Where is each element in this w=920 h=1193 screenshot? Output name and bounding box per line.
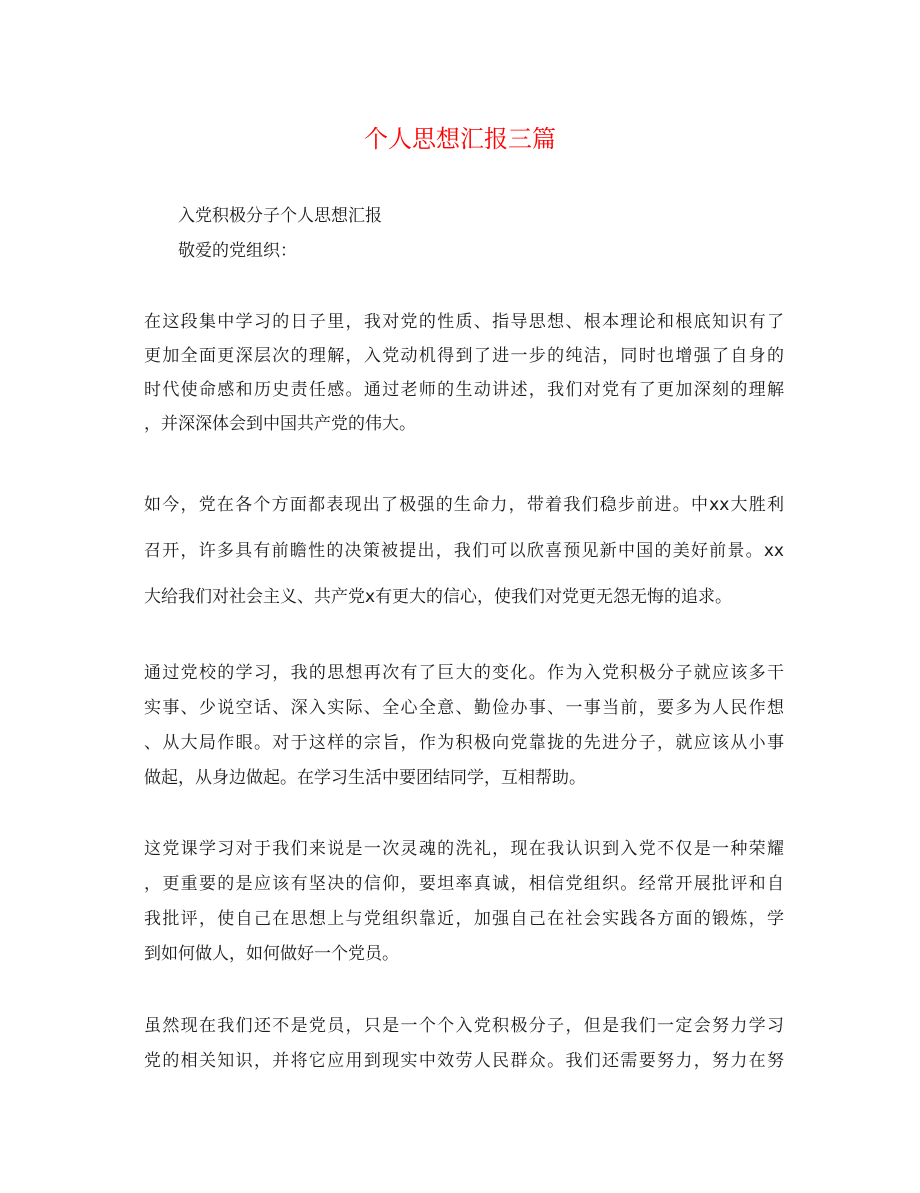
paragraph-3 xyxy=(144,662,784,789)
salutation: 敬爱的党组织： xyxy=(178,241,297,261)
paragraph-line: 虽然现在我们还不是党员，只是一个个入党积极分子，但是我们一定会努力学习 xyxy=(144,1016,784,1036)
paragraph-1 xyxy=(144,311,784,435)
paragraph-line: ，更重要的是应该有坚决的信仰，要坦率真诚，相信党组织。经常开展批评和自 xyxy=(144,874,784,894)
paragraph-line: 做起，从身边做起。在学习生活中要团结同学，互相帮助。 xyxy=(144,768,586,788)
paragraph-line: 召开，许多具有前瞻性的决策被提出，我们可以欣喜预见新中国的美好前景。xx xyxy=(144,541,784,561)
paragraph-line: 到如何做人，如何做好一个党员。 xyxy=(144,944,399,964)
document-title: 个人思想汇报三篇 xyxy=(364,125,556,153)
paragraph-4 xyxy=(144,838,784,965)
document-subtitle: 入党积极分子个人思想汇报 xyxy=(178,206,382,226)
paragraph-line: 、从大局作眼。对于这样的宗旨，作为积极向党靠拢的先进分子，就应该从小事 xyxy=(144,733,784,753)
paragraph-line: 时代使命感和历史责任感。通过老师的生动讲述，我们对党有了更加深刻的理解 xyxy=(144,380,784,400)
paragraph-line: 大给我们对社会主义、共产党x有更大的信心，使我们对党更无怨无悔的追求。 xyxy=(144,587,733,607)
paragraph-line: 更加全面更深层次的理解，入党动机得到了进一步的纯洁，同时也增强了自身的 xyxy=(144,346,784,366)
paragraph-line: 党的相关知识，并将它应用到现实中效劳人民群众。我们还需要努力，努力在努 xyxy=(144,1051,784,1071)
paragraph-line: 在这段集中学习的日子里，我对党的性质、指导思想、根本理论和根底知识有了 xyxy=(144,312,784,332)
paragraph-5 xyxy=(144,1015,784,1072)
paragraph-2 xyxy=(144,494,784,608)
paragraph-line: 这党课学习对于我们来说是一次灵魂的洗礼，现在我认识到入党不仅是一种荣耀 xyxy=(144,839,784,859)
paragraph-line: 通过党校的学习，我的思想再次有了巨大的变化。作为入党积极分子就应该多干 xyxy=(144,663,784,683)
paragraph-line: 如今，党在各个方面都表现出了极强的生命力，带着我们稳步前进。中xx大胜利 xyxy=(144,495,784,515)
paragraph-line: 我批评，使自己在思想上与党组织靠近，加强自己在社会实践各方面的锻炼，学 xyxy=(144,909,784,929)
paragraph-line: 实事、少说空话、深入实际、全心全意、勤俭办事、一事当前，要多为人民作想 xyxy=(144,698,784,718)
paragraph-line: ，并深深体会到中国共产党的伟大。 xyxy=(144,414,416,434)
